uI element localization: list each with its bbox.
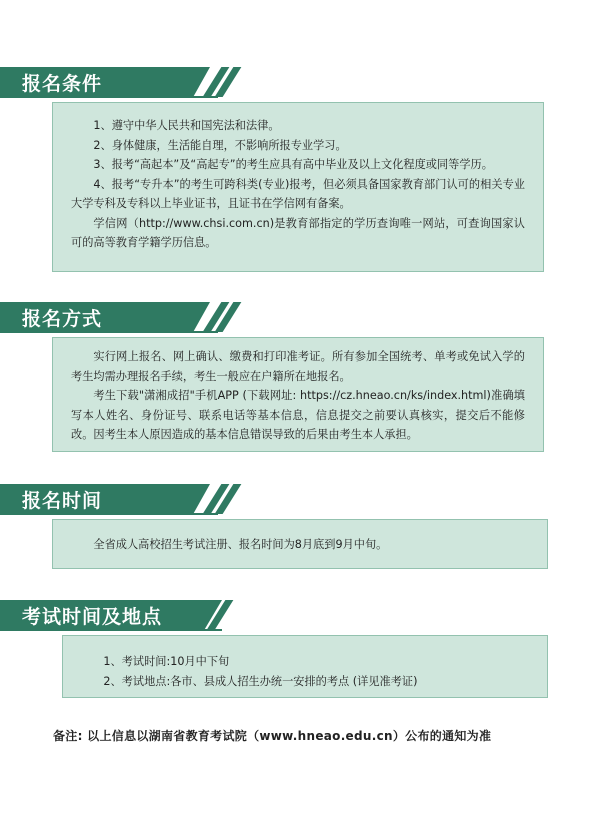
paragraph: 2、考试地点:各市、县成人招生办统一安排的考点 (详见准考证) (103, 674, 418, 688)
section-exam-time-location (0, 600, 600, 705)
footnote: 备注: 以上信息以湖南省教育考试院（www.hneao.edu.cn）公布的通知为准 (53, 729, 492, 743)
section-registration-method (0, 302, 600, 457)
paragraph: 全省成人高校招生考试注册、报名时间为8月底到9月中旬。 (93, 538, 388, 551)
content-box (52, 337, 544, 452)
paragraph: 2、身体健康，生活能自理，不影响所报专业学习。 (93, 138, 347, 152)
content-box (52, 519, 548, 569)
paragraph: 1、考试时间:10月中下旬 (103, 655, 230, 668)
content-box (62, 635, 548, 698)
paragraph: 实行网上报名、网上确认、缴费和打印准考证。所有参加全国统考、单考或免试入学的考生均需办理报名手续，考生一般应在户籍所在地报名。 (71, 350, 525, 383)
paragraph: 4、报考“专升本”的考生可跨科类(专业)报考，但必须具备国家教育部门认可的相关专业大学专科及专科以上毕业证书，且证书在学信网有备案。 (71, 177, 525, 210)
content-box (52, 102, 544, 272)
section-registration-time (0, 484, 600, 574)
section-title: 报名条件 (22, 73, 103, 95)
paragraph: 考生下载"潇湘成招"手机APP (下载网址: https://cz.hneao.cn/ks/index.html)准确填写本人姓名、身份证号、联系电话等基本信息，信息提交之前要认真核实，提交后不能修改。因考生本人原因造成的基本信息错误导致的后果由考生本人承担。 (71, 389, 525, 441)
paragraph: 3、报考“高起本”及“高起专”的考生应具有高中毕业及以上文化程度或同等学历。 (93, 158, 493, 171)
paragraph: 1、遵守中华人民共和国宪法和法律。 (93, 119, 280, 132)
paragraph: 学信网（http://www.chsi.com.cn)是教育部指定的学历查询唯一网站，可查询国家认可的高等教育学籍学历信息。 (71, 216, 525, 249)
section-title: 考试时间及地点 (22, 606, 163, 628)
section-title: 报名方式 (22, 308, 103, 330)
section-registration-conditions (0, 67, 600, 277)
section-title: 报名时间 (22, 490, 103, 512)
